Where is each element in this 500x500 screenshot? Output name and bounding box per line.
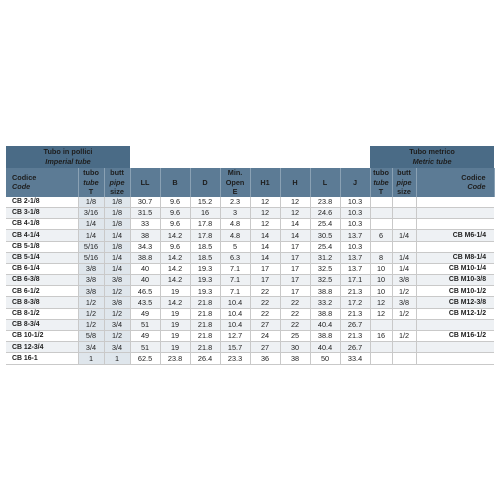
- table-row: [6, 275, 494, 286]
- col-header-h1: H1: [250, 168, 280, 197]
- d-cell: 21.8: [190, 297, 220, 308]
- code-cell: CB 6-1/4: [6, 263, 78, 274]
- l-cell: 31.2: [310, 252, 340, 263]
- metric-tube-cell: [370, 319, 392, 330]
- imperial-title: Tubo in pollici: [43, 147, 93, 157]
- table-row: [6, 230, 494, 241]
- ll-cell: 46.5: [130, 286, 160, 297]
- open-cell: 5: [220, 241, 250, 252]
- l-cell: 50: [310, 353, 340, 364]
- d-cell: 21.8: [190, 308, 220, 319]
- metric-code-cell: CB M10-1/2: [416, 286, 494, 297]
- metric-title: Tubo metrico: [409, 147, 455, 157]
- metric-tube-cell: 8: [370, 252, 392, 263]
- code-cell: CB 8-3/4: [6, 319, 78, 330]
- h1-cell: 17: [250, 263, 280, 274]
- code-cell: CB 4-1/4: [6, 230, 78, 241]
- col-header-min-open: Min. Open E: [220, 168, 250, 197]
- j-cell: 26.7: [340, 319, 370, 330]
- tube-cell: 3/8: [78, 263, 104, 274]
- b-cell: 19: [160, 308, 190, 319]
- metric-pipe-cell: 3/8: [392, 297, 416, 308]
- b-cell: 9.6: [160, 207, 190, 218]
- ll-cell: 40: [130, 275, 160, 286]
- table-row: [6, 297, 494, 308]
- b-cell: 9.6: [160, 197, 190, 208]
- table-row: [6, 241, 494, 252]
- pipe-cell: 1/8: [104, 197, 130, 208]
- code-cell: CB 10-1/2: [6, 331, 78, 342]
- code-cell: CB 3-1/8: [6, 207, 78, 218]
- pipe-cell: 3/4: [104, 342, 130, 353]
- d-cell: 15.2: [190, 197, 220, 208]
- ll-cell: 49: [130, 331, 160, 342]
- l-cell: 33.2: [310, 297, 340, 308]
- h1-cell: 22: [250, 297, 280, 308]
- l-cell: 38.8: [310, 308, 340, 319]
- metric-tube-cell: 10: [370, 263, 392, 274]
- h-cell: 17: [280, 241, 310, 252]
- metric-pipe-cell: 1/4: [392, 263, 416, 274]
- metric-pipe-cell: [392, 353, 416, 364]
- imperial-tube-group-header: [6, 146, 130, 168]
- d-cell: 19.3: [190, 275, 220, 286]
- j-cell: 26.7: [340, 342, 370, 353]
- metric-code-cell: [416, 241, 494, 252]
- tube-cell: 1/4: [78, 219, 104, 230]
- h1-cell: 27: [250, 342, 280, 353]
- h-cell: 17: [280, 275, 310, 286]
- b-cell: 14.2: [160, 275, 190, 286]
- d-cell: 21.8: [190, 319, 220, 330]
- h1-cell: 24: [250, 331, 280, 342]
- code-cell: CB 5-1/4: [6, 252, 78, 263]
- tube-cell: 3/16: [78, 207, 104, 218]
- metric-tube-cell: [370, 197, 392, 208]
- metric-code-cell: [416, 197, 494, 208]
- code-cell: CB 12-3/4: [6, 342, 78, 353]
- pipe-cell: 3/4: [104, 319, 130, 330]
- h1-cell: 22: [250, 308, 280, 319]
- pipe-cell: 1/8: [104, 219, 130, 230]
- open-cell: 10.4: [220, 308, 250, 319]
- col-header-l: L: [310, 168, 340, 197]
- h-cell: 17: [280, 286, 310, 297]
- metric-code-cell: CB M6-1/4: [416, 230, 494, 241]
- d-cell: 19.3: [190, 263, 220, 274]
- metric-pipe-cell: 1/2: [392, 286, 416, 297]
- metric-pipe-cell: 1/2: [392, 308, 416, 319]
- column-header-row: [6, 168, 494, 197]
- col-header-code-metric: Codice Code: [416, 168, 494, 197]
- metric-tube-cell: [370, 207, 392, 218]
- table-row: [6, 263, 494, 274]
- metric-pipe-cell: [392, 219, 416, 230]
- table-row: [6, 353, 494, 364]
- d-cell: 18.5: [190, 241, 220, 252]
- metric-code-cell: CB M16-1/2: [416, 331, 494, 342]
- j-cell: 10.3: [340, 241, 370, 252]
- h1-cell: 12: [250, 207, 280, 218]
- tube-cell: 5/16: [78, 241, 104, 252]
- table-row: [6, 319, 494, 330]
- table-row: [6, 252, 494, 263]
- imperial-subtitle: Imperial tube: [45, 157, 91, 166]
- table-row: [6, 286, 494, 297]
- l-cell: 30.5: [310, 230, 340, 241]
- col-header-code: Codice Code: [6, 168, 78, 197]
- code-cell: CB 5-1/8: [6, 241, 78, 252]
- metric-code-cell: [416, 207, 494, 218]
- ll-cell: 38.8: [130, 252, 160, 263]
- metric-tube-cell: [370, 342, 392, 353]
- d-cell: 21.8: [190, 342, 220, 353]
- metric-tube-cell: [370, 219, 392, 230]
- pipe-cell: 1: [104, 353, 130, 364]
- h-cell: 38: [280, 353, 310, 364]
- table-row: [6, 331, 494, 342]
- table-row: [6, 219, 494, 230]
- code-cell: CB 8-3/8: [6, 297, 78, 308]
- j-cell: 13.7: [340, 230, 370, 241]
- h-cell: 12: [280, 197, 310, 208]
- b-cell: 14.2: [160, 297, 190, 308]
- table-body: [6, 197, 494, 364]
- b-cell: 14.2: [160, 230, 190, 241]
- d-cell: 17.8: [190, 219, 220, 230]
- l-cell: 23.8: [310, 197, 340, 208]
- tube-cell: 1/2: [78, 319, 104, 330]
- metric-pipe-cell: [392, 319, 416, 330]
- tube-cell: 5/16: [78, 252, 104, 263]
- metric-code-cell: CB M8-1/4: [416, 252, 494, 263]
- l-cell: 32.5: [310, 275, 340, 286]
- l-cell: 25.4: [310, 219, 340, 230]
- pipe-cell: 1/2: [104, 331, 130, 342]
- metric-tube-cell: 12: [370, 308, 392, 319]
- pipe-cell: 1/4: [104, 252, 130, 263]
- tube-cell: 1/2: [78, 308, 104, 319]
- metric-pipe-cell: [392, 207, 416, 218]
- metric-code-cell: [416, 342, 494, 353]
- l-cell: 32.5: [310, 263, 340, 274]
- j-cell: 17.1: [340, 275, 370, 286]
- h1-cell: 14: [250, 252, 280, 263]
- b-cell: 14.2: [160, 263, 190, 274]
- h-cell: 14: [280, 219, 310, 230]
- h1-cell: 14: [250, 241, 280, 252]
- pipe-cell: 1/2: [104, 286, 130, 297]
- j-cell: 33.4: [340, 353, 370, 364]
- pipe-cell: 3/8: [104, 297, 130, 308]
- metric-code-cell: [416, 353, 494, 364]
- code-cell: CB 2-1/8: [6, 197, 78, 208]
- h1-cell: 17: [250, 275, 280, 286]
- h-cell: 14: [280, 230, 310, 241]
- h-cell: 25: [280, 331, 310, 342]
- b-cell: 19: [160, 331, 190, 342]
- h1-cell: 12: [250, 219, 280, 230]
- tube-cell: 1/4: [78, 230, 104, 241]
- open-cell: 7.1: [220, 263, 250, 274]
- table-row: [6, 308, 494, 319]
- open-cell: 10.4: [220, 319, 250, 330]
- open-cell: 7.1: [220, 286, 250, 297]
- h-cell: 22: [280, 308, 310, 319]
- metric-pipe-cell: 3/8: [392, 275, 416, 286]
- table-row: [6, 207, 494, 218]
- open-cell: 10.4: [220, 297, 250, 308]
- col-header-ll: LL: [130, 168, 160, 197]
- metric-pipe-cell: [392, 342, 416, 353]
- l-cell: 40.4: [310, 342, 340, 353]
- group-header-row: [6, 146, 494, 168]
- metric-pipe-cell: [392, 241, 416, 252]
- j-cell: 10.3: [340, 207, 370, 218]
- ll-cell: 51: [130, 342, 160, 353]
- pipe-cell: 1/8: [104, 207, 130, 218]
- ll-cell: 38: [130, 230, 160, 241]
- metric-code-cell: [416, 219, 494, 230]
- ll-cell: 62.5: [130, 353, 160, 364]
- l-cell: 25.4: [310, 241, 340, 252]
- h1-cell: 22: [250, 286, 280, 297]
- code-cell: CB 16-1: [6, 353, 78, 364]
- ll-cell: 33: [130, 219, 160, 230]
- j-cell: 17.2: [340, 297, 370, 308]
- h1-cell: 14: [250, 230, 280, 241]
- metric-tube-cell: [370, 353, 392, 364]
- metric-pipe-cell: 1/4: [392, 230, 416, 241]
- l-cell: 38.8: [310, 286, 340, 297]
- d-cell: 16: [190, 207, 220, 218]
- metric-code-cell: CB M12-1/2: [416, 308, 494, 319]
- ll-cell: 40: [130, 263, 160, 274]
- code-cell: CB 6-3/8: [6, 275, 78, 286]
- h1-cell: 27: [250, 319, 280, 330]
- d-cell: 17.8: [190, 230, 220, 241]
- open-cell: 4.8: [220, 219, 250, 230]
- metric-tube-cell: 10: [370, 286, 392, 297]
- col-header-pipe-metric: butt pipe size: [392, 168, 416, 197]
- metric-code-cell: CB M10-1/4: [416, 263, 494, 274]
- pipe-cell: 1/8: [104, 241, 130, 252]
- j-cell: 21.3: [340, 308, 370, 319]
- code-cell: CB 6-1/2: [6, 286, 78, 297]
- metric-tube-cell: 6: [370, 230, 392, 241]
- metric-code-cell: CB M10-3/8: [416, 275, 494, 286]
- metric-pipe-cell: 1/4: [392, 252, 416, 263]
- ll-cell: 30.7: [130, 197, 160, 208]
- col-header-j: J: [340, 168, 370, 197]
- b-cell: 19: [160, 342, 190, 353]
- open-cell: 3: [220, 207, 250, 218]
- col-header-tube-metric: tubo tube T: [370, 168, 392, 197]
- table-row: [6, 197, 494, 208]
- h-cell: 22: [280, 297, 310, 308]
- d-cell: 21.8: [190, 331, 220, 342]
- tube-cell: 1/8: [78, 197, 104, 208]
- b-cell: 9.6: [160, 241, 190, 252]
- ll-cell: 49: [130, 308, 160, 319]
- tube-cell: 1/2: [78, 297, 104, 308]
- col-header-tube-imperial: tubo tube T: [78, 168, 104, 197]
- l-cell: 38.8: [310, 331, 340, 342]
- b-cell: 14.2: [160, 252, 190, 263]
- l-cell: 24.6: [310, 207, 340, 218]
- pipe-cell: 1/4: [104, 263, 130, 274]
- j-cell: 21.3: [340, 331, 370, 342]
- h-cell: 17: [280, 252, 310, 263]
- open-cell: 7.1: [220, 275, 250, 286]
- j-cell: 10.3: [340, 219, 370, 230]
- tube-cell: 3/8: [78, 286, 104, 297]
- j-cell: 13.7: [340, 263, 370, 274]
- h-cell: 17: [280, 263, 310, 274]
- b-cell: 9.6: [160, 219, 190, 230]
- h-cell: 30: [280, 342, 310, 353]
- l-cell: 40.4: [310, 319, 340, 330]
- col-header-h: H: [280, 168, 310, 197]
- b-cell: 19: [160, 319, 190, 330]
- tube-cell: 1: [78, 353, 104, 364]
- d-cell: 18.5: [190, 252, 220, 263]
- metric-tube-cell: 12: [370, 297, 392, 308]
- open-cell: 6.3: [220, 252, 250, 263]
- pipe-cell: 1/4: [104, 230, 130, 241]
- d-cell: 19.3: [190, 286, 220, 297]
- col-header-pipe-imperial: butt pipe size: [104, 168, 130, 197]
- tube-cell: 5/8: [78, 331, 104, 342]
- b-cell: 23.8: [160, 353, 190, 364]
- code-cell: CB 4-1/8: [6, 219, 78, 230]
- metric-code-cell: CB M12-3/8: [416, 297, 494, 308]
- open-cell: 2.3: [220, 197, 250, 208]
- j-cell: 21.3: [340, 286, 370, 297]
- group-header-spacer: [130, 146, 370, 168]
- d-cell: 26.4: [190, 353, 220, 364]
- open-cell: 12.7: [220, 331, 250, 342]
- open-cell: 15.7: [220, 342, 250, 353]
- table-row: [6, 342, 494, 353]
- metric-subtitle: Metric tube: [412, 157, 452, 166]
- metric-pipe-cell: [392, 197, 416, 208]
- ll-cell: 34.3: [130, 241, 160, 252]
- h1-cell: 36: [250, 353, 280, 364]
- metric-code-cell: [416, 319, 494, 330]
- open-cell: 4.8: [220, 230, 250, 241]
- h-cell: 12: [280, 207, 310, 218]
- metric-tube-group-header: [370, 146, 494, 168]
- tube-cell: 3/8: [78, 275, 104, 286]
- spec-table-wrapper: [6, 146, 494, 365]
- metric-tube-cell: 16: [370, 331, 392, 342]
- j-cell: 13.7: [340, 252, 370, 263]
- ll-cell: 31.5: [130, 207, 160, 218]
- metric-pipe-cell: 1/2: [392, 331, 416, 342]
- specification-table: [6, 146, 495, 365]
- pipe-cell: 1/2: [104, 308, 130, 319]
- pipe-cell: 3/8: [104, 275, 130, 286]
- ll-cell: 51: [130, 319, 160, 330]
- open-cell: 23.3: [220, 353, 250, 364]
- ll-cell: 43.5: [130, 297, 160, 308]
- j-cell: 10.3: [340, 197, 370, 208]
- b-cell: 19: [160, 286, 190, 297]
- col-header-b: B: [160, 168, 190, 197]
- metric-tube-cell: 10: [370, 275, 392, 286]
- metric-tube-cell: [370, 241, 392, 252]
- h1-cell: 12: [250, 197, 280, 208]
- code-cell: CB 8-1/2: [6, 308, 78, 319]
- h-cell: 22: [280, 319, 310, 330]
- col-header-d: D: [190, 168, 220, 197]
- tube-cell: 3/4: [78, 342, 104, 353]
